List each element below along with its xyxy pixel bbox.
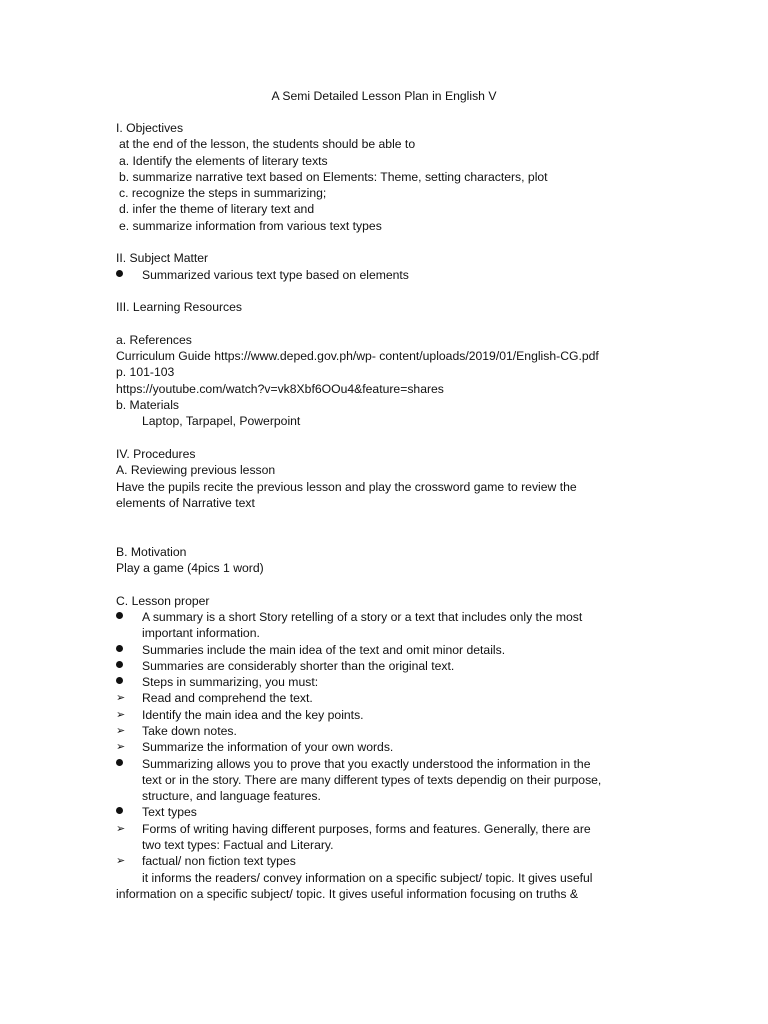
objective-item: d. infer the theme of literary text and <box>119 202 315 217</box>
arrow-bullet-icon: ➢ <box>116 692 126 705</box>
procedure-a-heading: A. Reviewing previous lesson <box>116 463 276 478</box>
objective-item: b. summarize narrative text based on Elements: Theme, setting characters, plot <box>119 169 548 184</box>
materials-heading: b. Materials <box>116 398 179 413</box>
lesson-point-text: important information. <box>142 626 260 641</box>
lesson-point-text: Take down notes. <box>142 723 237 738</box>
bullet-text: Summarized various text type based on elements <box>142 267 409 282</box>
bullet-dot-icon <box>116 756 132 772</box>
arrow-bullet-icon: ➢ <box>116 855 126 868</box>
arrow-bullet-icon: ➢ <box>116 822 126 835</box>
page-title: A Semi Detailed Lesson Plan in English V <box>271 89 497 103</box>
reference-line: Curriculum Guide https://www.deped.gov.ph/wp- content/uploads/2019/01/English-CG.pdf <box>116 349 599 364</box>
materials-text: Laptop, Tarpapel, Powerpoint <box>142 414 301 429</box>
bullet-dot-icon <box>116 642 132 658</box>
lesson-proper-list <box>116 609 656 870</box>
lesson-point <box>116 723 656 739</box>
lesson-point-text: Read and comprehend the text. <box>142 691 313 706</box>
bullet-dot-icon <box>116 804 132 820</box>
lesson-point-text: Summarize the information of your own words. <box>142 740 394 755</box>
lesson-point-text: Summaries are considerably shorter than the original text. <box>142 658 455 673</box>
subject-matter-heading: II. Subject Matter <box>116 251 209 266</box>
lesson-point-text: Text types <box>142 805 197 820</box>
procedure-c-heading: C. Lesson proper <box>116 593 210 608</box>
objective-item: c. recognize the steps in summarizing; <box>119 186 327 201</box>
reference-line: https://youtube.com/watch?v=vk8Xbf6OOu4&feature=shares <box>116 381 444 396</box>
lesson-point <box>116 756 656 772</box>
objective-item: e. summarize information from various text types <box>119 218 382 233</box>
lesson-point <box>116 658 656 674</box>
arrow-bullet-icon: ➢ <box>116 708 126 721</box>
lesson-point <box>116 739 656 755</box>
procedure-b-text: Play a game (4pics 1 word) <box>116 561 264 576</box>
bullet-dot-icon <box>116 674 132 690</box>
arrow-bullet-icon: ➢ <box>116 741 126 754</box>
lesson-point-text: Steps in summarizing, you must: <box>142 675 319 690</box>
lesson-point-text: Summaries include the main idea of the text and omit minor details. <box>142 642 506 657</box>
lesson-point <box>116 788 656 804</box>
procedure-a-text: elements of Narrative text <box>116 495 255 510</box>
bullet-dot-icon <box>116 658 132 674</box>
lesson-point-text: Summarizing allows you to prove that you exactly understood the information in the <box>142 756 591 771</box>
lesson-point <box>116 707 656 723</box>
reference-line: p. 101-103 <box>116 365 175 380</box>
procedure-a-text: Have the pupils recite the previous lesson and play the crossword game to review the <box>116 479 577 494</box>
learning-resources-heading: III. Learning Resources <box>116 300 243 315</box>
lesson-point <box>116 821 656 837</box>
lesson-point <box>116 674 656 690</box>
lesson-point <box>116 837 656 853</box>
subject-matter-bullet <box>116 267 656 283</box>
lesson-point-text: text or in the story. There are many different types of texts dependig on their purpose, <box>142 772 602 787</box>
closing-text: information on a specific subject/ topic. It gives useful information focusing on truths & <box>116 886 579 901</box>
lesson-point-text: structure, and language features. <box>142 789 321 804</box>
lesson-point-text: A summary is a short Story retelling of a story or a text that includes only the most <box>142 609 583 624</box>
procedure-b-heading: B. Motivation <box>116 544 187 559</box>
lesson-point <box>116 853 656 869</box>
lesson-point-text: Forms of writing having different purposes, forms and features. Generally, there are <box>142 821 591 836</box>
closing-text: it informs the readers/ convey information on a specific subject/ topic. It gives useful <box>142 870 593 885</box>
objective-item: a. Identify the elements of literary texts <box>119 153 328 168</box>
lesson-point <box>116 625 656 641</box>
bullet-dot-icon <box>116 609 132 625</box>
lesson-point <box>116 804 656 820</box>
references-heading: a. References <box>116 332 192 347</box>
objectives-heading: I. Objectives <box>116 121 184 135</box>
lesson-point-text: two text types: Factual and Literary. <box>142 838 334 853</box>
objectives-intro: at the end of the lesson, the students should be able to <box>119 137 416 152</box>
arrow-bullet-icon: ➢ <box>116 724 126 737</box>
document-body <box>116 120 656 902</box>
lesson-point-text: Identify the main idea and the key points. <box>142 707 364 722</box>
lesson-point <box>116 690 656 706</box>
lesson-point <box>116 772 656 788</box>
lesson-point-text: factual/ non fiction text types <box>142 854 296 869</box>
lesson-point <box>116 609 656 625</box>
lesson-point <box>116 642 656 658</box>
procedures-heading: IV. Procedures <box>116 446 196 461</box>
bullet-dot-icon <box>116 267 132 283</box>
